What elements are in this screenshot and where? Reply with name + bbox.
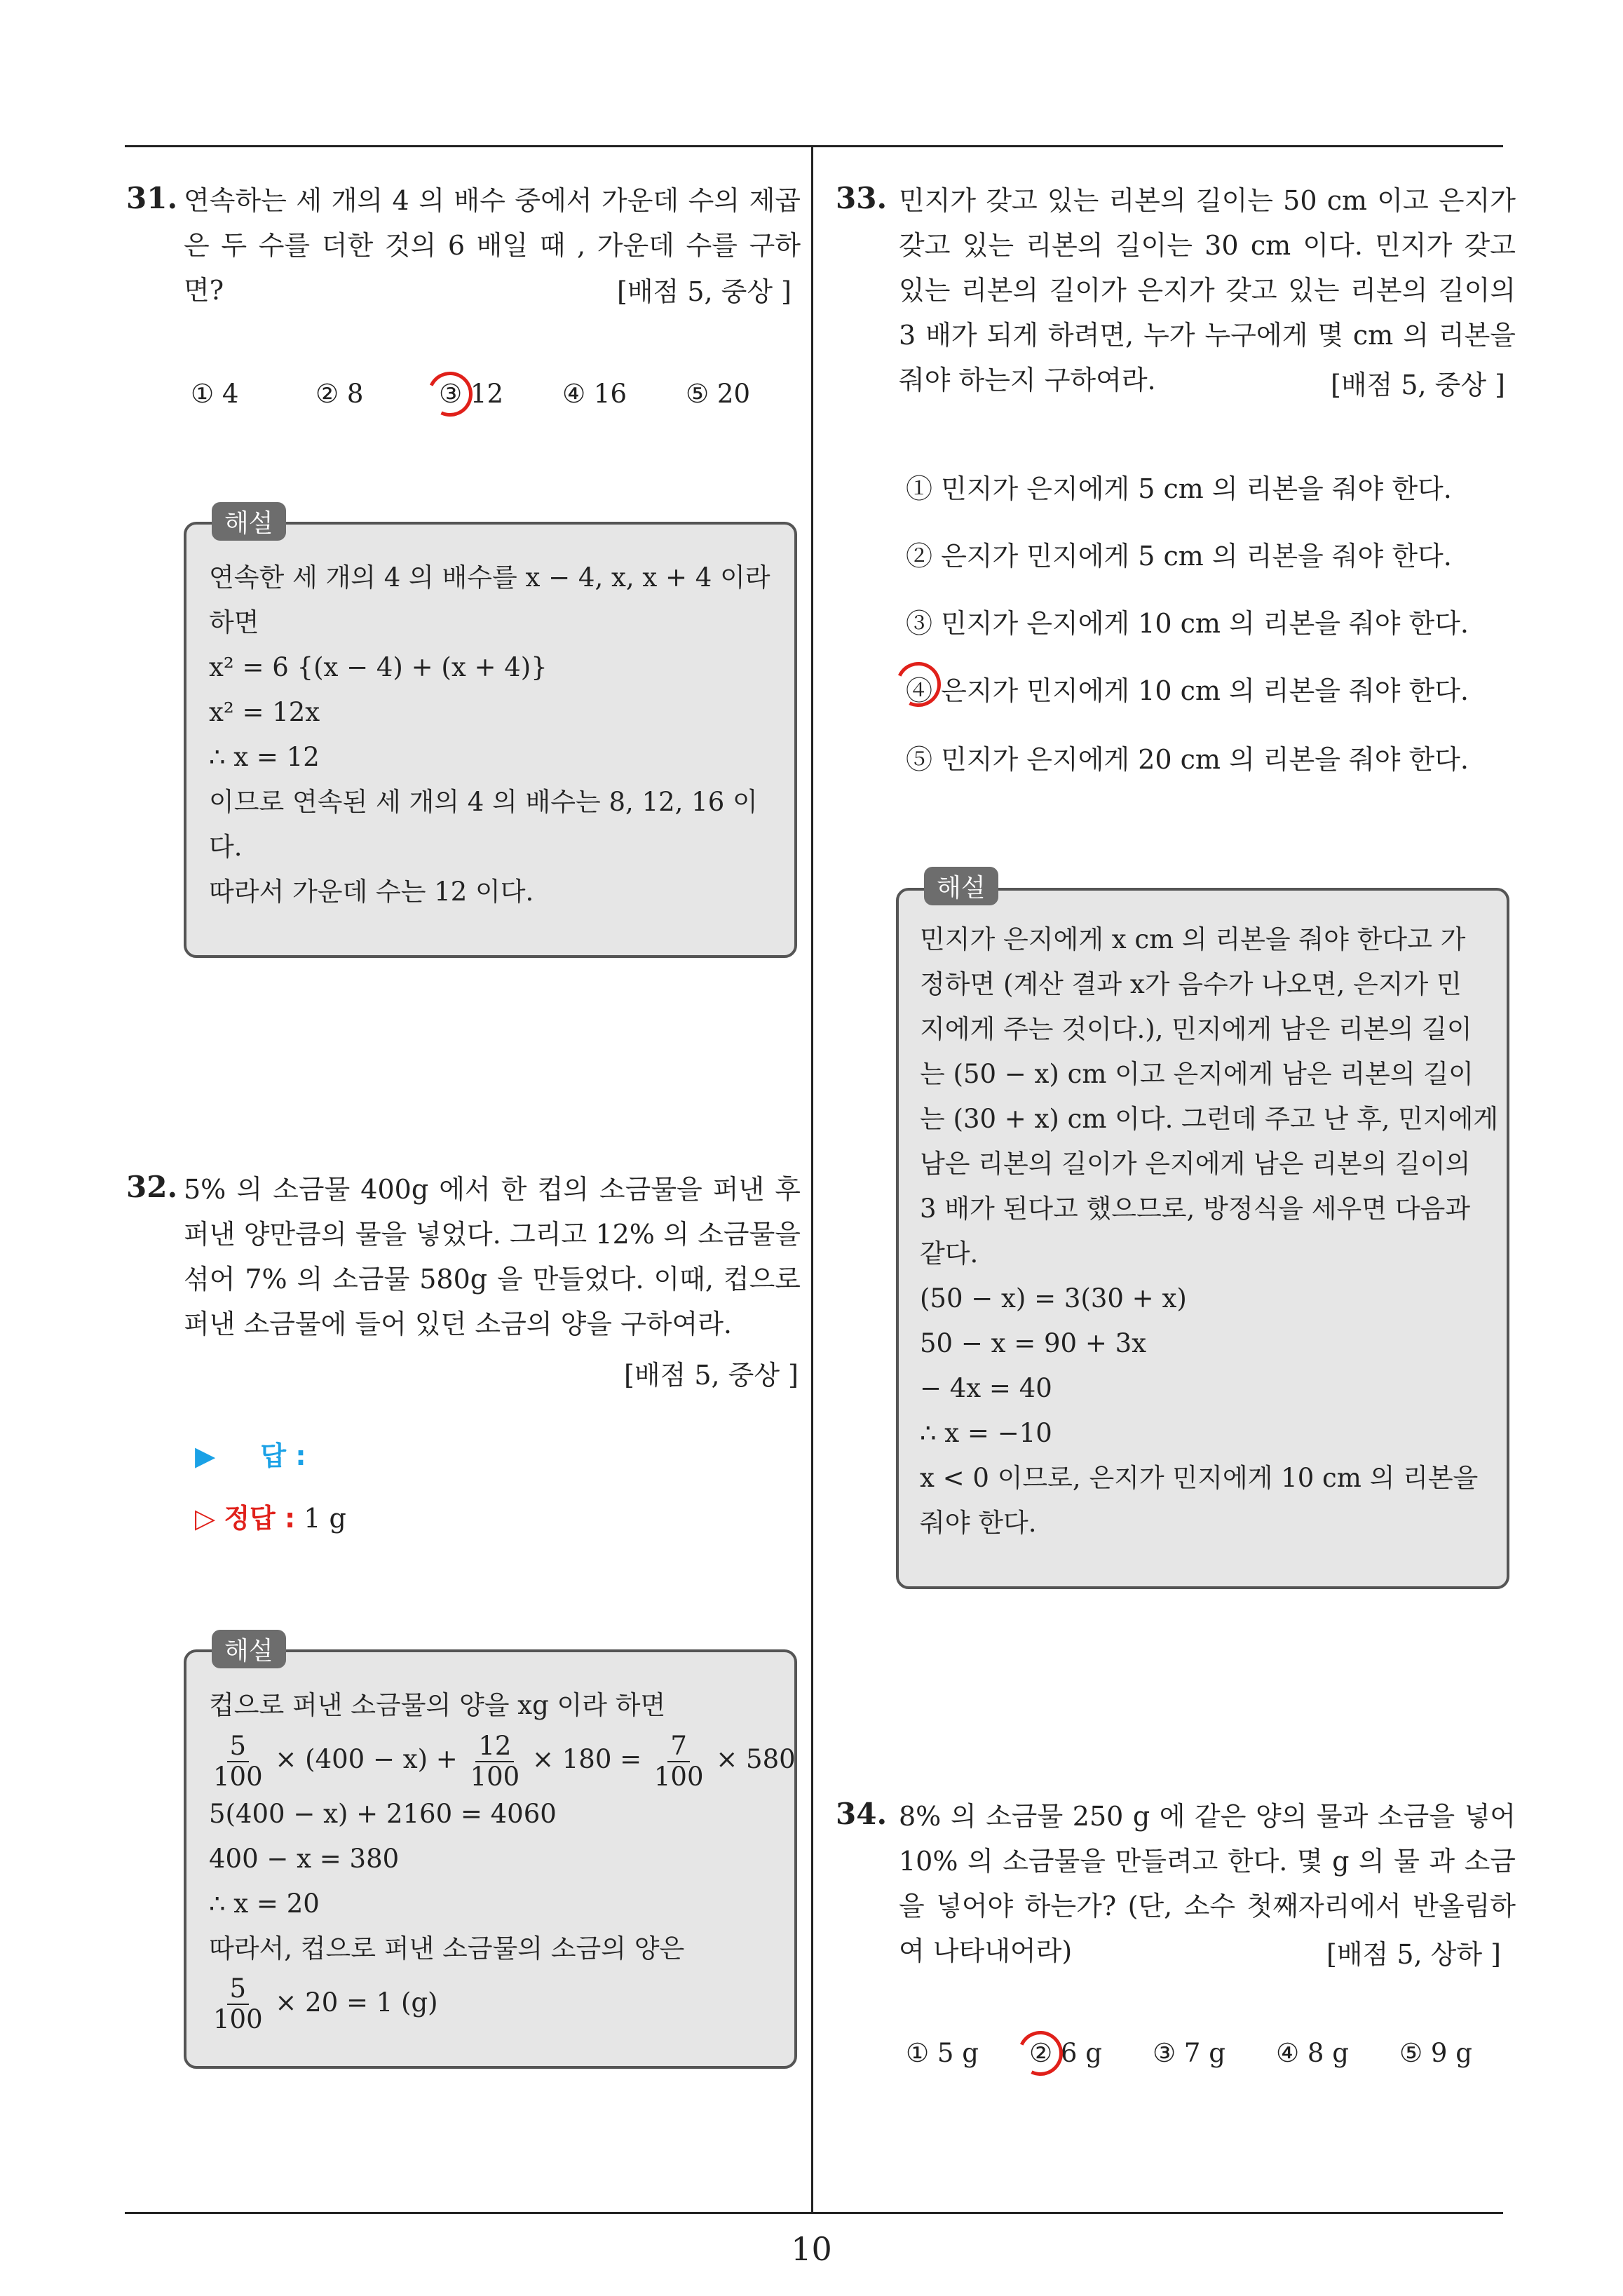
q34-choice-2[interactable] <box>1029 2038 1153 2068</box>
q31-choice-4[interactable]: ④ 16 <box>562 379 627 409</box>
q34-choice-3[interactable]: ③ 7 g <box>1153 2038 1225 2068</box>
q31-solution-tag: 해설 <box>212 502 286 541</box>
q34-choices <box>906 2038 1472 2068</box>
q32-sol-eq-last <box>209 1971 796 2035</box>
q33-sol-line-13: x < 0 이므로, 은지가 민지에게 10 cm 의 리본을 <box>920 1463 1479 1493</box>
q34-score: [배점 5, 상하 ] <box>1326 1939 1501 1970</box>
q31-sol-line-2: 하면 <box>209 607 259 637</box>
q33-sol-line-5: 는 (30 + x) cm 이다. 그런데 주고 난 후, 민지에게 <box>920 1104 1499 1134</box>
q32-score: [배점 5, 중상 ] <box>624 1360 799 1391</box>
bottom-rule <box>125 2212 1503 2214</box>
q33-sol-line-10: 50 − x = 90 + 3x <box>920 1328 1147 1358</box>
q32-answer-row <box>195 1434 306 1473</box>
q31-text: 연속하는 세 개의 4 의 배수 중에서 가운데 수의 제곱은 두 수를 더한 것의 6 배일 때 , 가운데 수를 구하면? <box>184 185 801 306</box>
q31-solution <box>209 555 770 914</box>
q32-answer-label: 답 : <box>260 1440 306 1471</box>
q34-choice-2-label: ② 6 g <box>1029 2038 1102 2068</box>
q31-sol-line-3: x² = 6 {(x − 4) + (x + 4)} <box>209 652 548 682</box>
fraction: $\frac{5}{100}$ <box>213 1973 263 2034</box>
page-number: 10 <box>791 2230 832 2268</box>
correct-marker-icon: ▷ <box>195 1503 216 1534</box>
q33-sol-line-8: 같다. <box>920 1238 979 1269</box>
q32-sol-line-2: 400 − x = 380 <box>209 1843 400 1874</box>
top-rule <box>125 145 1503 147</box>
q32-text: 5% 의 소금물 400g 에서 한 컵의 소금물을 퍼낸 후 퍼낸 양만큼의 물을 넣었다. 그리고 12% 의 소금물을 섞어 7% 의 소금물 580g 을 만들었다. 이때, 컵으로 퍼낸 소금물에 들어 있던 소금의 양을 구하여라. <box>184 1174 801 1339</box>
q32-correct-value: 1 g <box>304 1503 346 1534</box>
fraction: $\frac{5}{100}$ <box>213 1730 263 1792</box>
q33-number: 33. <box>836 181 888 215</box>
q33-sol-line-6: 남은 리본의 길이가 은지에게 남은 리본의 길이의 <box>920 1149 1471 1179</box>
q31-sol-line-7: 다. <box>209 832 243 862</box>
q31-number: 31. <box>126 181 178 215</box>
q32-sol-line-4: 따라서, 컵으로 퍼낸 소금물의 소금의 양은 <box>209 1933 685 1964</box>
q33-option-3[interactable]: ③ 민지가 은지에게 10 cm 의 리본을 줘야 한다. <box>906 608 1469 639</box>
q31-choices <box>191 379 750 409</box>
q33-text: 민지가 갖고 있는 리본의 길이는 50 cm 이고 은지가 갖고 있는 리본의 길이는 30 cm 이다. 민지가 갖고 있는 리본의 길이가 은지가 갖고 있는 리본의 길이의 3 배가 되게 하려면, 누가 누구에게 몇 cm 의 리본을 줘야 하는지 구하여라. <box>899 185 1516 396</box>
q34-text: 8% 의 소금물 250 g 에 같은 양의 물과 소금을 넣어 10% 의 소금물을 만들려고 한다. 몇 g 의 물 과 소금을 넣어야 하는가? (단, 소수 첫째자리에서 반올림하여 나타내어라) <box>899 1801 1516 1966</box>
q32-correct-label: 정답 : <box>224 1503 296 1534</box>
q32-eq-last-part: × 20 = 1 (g) <box>275 1987 438 2018</box>
q33-sol-line-1: 민지가 은지에게 x cm 의 리본을 줘야 한다고 가 <box>920 924 1466 954</box>
q31-choice-3-label: ③ 12 <box>439 379 504 409</box>
fraction: $\frac{7}{100}$ <box>653 1730 704 1792</box>
q32-sol-intro: 컵으로 퍼낸 소금물의 양을 xg 이라 하면 <box>209 1690 666 1720</box>
fraction: $\frac{12}{100}$ <box>470 1730 520 1792</box>
q31-choice-2[interactable]: ② 8 <box>315 379 364 409</box>
q33-solution <box>920 917 1498 1546</box>
q33-sol-line-3: 지에게 주는 것이다.), 민지에게 남은 리본의 길이 <box>920 1014 1472 1044</box>
q31-sol-line-6: 이므로 연속된 세 개의 4 의 배수는 8, 12, 16 이 <box>209 787 758 817</box>
q33-score: [배점 5, 중상 ] <box>1331 370 1505 400</box>
q33-option-5[interactable]: ⑤ 민지가 은지에게 20 cm 의 리본을 줘야 한다. <box>906 744 1469 775</box>
q34-choice-4[interactable]: ④ 8 g <box>1276 2038 1349 2068</box>
q33-sol-line-11: − 4x = 40 <box>920 1373 1052 1403</box>
q32-eq1-part: × 580 <box>716 1744 796 1774</box>
q32-solution <box>209 1683 796 2034</box>
q33-sol-line-14: 줘야 한다. <box>920 1508 1037 1538</box>
q32-eq1-part: × 180 = <box>531 1744 642 1774</box>
answer-circle-mark <box>1012 2025 1069 2082</box>
q32-sol-line-1: 5(400 − x) + 2160 = 4060 <box>209 1798 557 1829</box>
q31-sol-line-5: ∴ x = 12 <box>209 742 320 772</box>
q32-sol-line-3: ∴ x = 20 <box>209 1888 320 1919</box>
q31-score: [배점 5, 중상 ] <box>617 276 792 307</box>
q33-sol-line-2: 정하면 (계산 결과 x가 음수가 나오면, 은지가 민 <box>920 969 1462 999</box>
q33-sol-line-9: (50 − x) = 3(30 + x) <box>920 1283 1187 1314</box>
q34-choice-1[interactable]: ① 5 g <box>906 2038 979 2068</box>
q31-sol-line-1: 연속한 세 개의 4 의 배수를 x − 4, x, x + 4 이라 <box>209 562 770 593</box>
q31-sol-line-4: x² = 12x <box>209 697 320 727</box>
q34-number: 34. <box>836 1797 888 1831</box>
q31-choice-1[interactable]: ① 4 <box>191 379 239 409</box>
q33-option-1[interactable]: ① 민지가 은지에게 5 cm 의 리본을 줘야 한다. <box>906 473 1452 504</box>
q34-choice-5[interactable]: ⑤ 9 g <box>1399 2038 1472 2068</box>
q31-choice-3[interactable] <box>439 379 562 409</box>
q33-option-4-label: ④ 은지가 민지에게 10 cm 의 리본을 줘야 한다. <box>906 675 1469 706</box>
q33-option-2[interactable]: ② 은지가 민지에게 5 cm 의 리본을 줘야 한다. <box>906 541 1452 572</box>
q32-eq1-part: × (400 − x) + <box>275 1744 458 1774</box>
q32-number: 32. <box>126 1170 178 1204</box>
q33-sol-line-4: 는 (50 − x) cm 이고 은지에게 남은 리본의 길이 <box>920 1059 1474 1089</box>
answer-circle-mark <box>421 365 479 423</box>
q33-sol-line-12: ∴ x = −10 <box>920 1418 1052 1448</box>
q31-sol-line-8: 따라서 가운데 수는 12 이다. <box>209 877 534 907</box>
q31-choice-5[interactable]: ⑤ 20 <box>686 379 751 409</box>
q32-solution-tag: 해설 <box>212 1630 286 1668</box>
q33-option-4[interactable] <box>906 669 1469 708</box>
column-divider <box>811 145 813 2214</box>
q33-solution-tag: 해설 <box>924 867 998 905</box>
q32-sol-eq1 <box>209 1728 796 1792</box>
answer-marker-icon: ▶ <box>195 1440 216 1471</box>
q33-sol-line-7: 3 배가 된다고 했으므로, 방정식을 세우면 다음과 <box>920 1194 1470 1224</box>
q32-correct-row <box>195 1497 346 1535</box>
